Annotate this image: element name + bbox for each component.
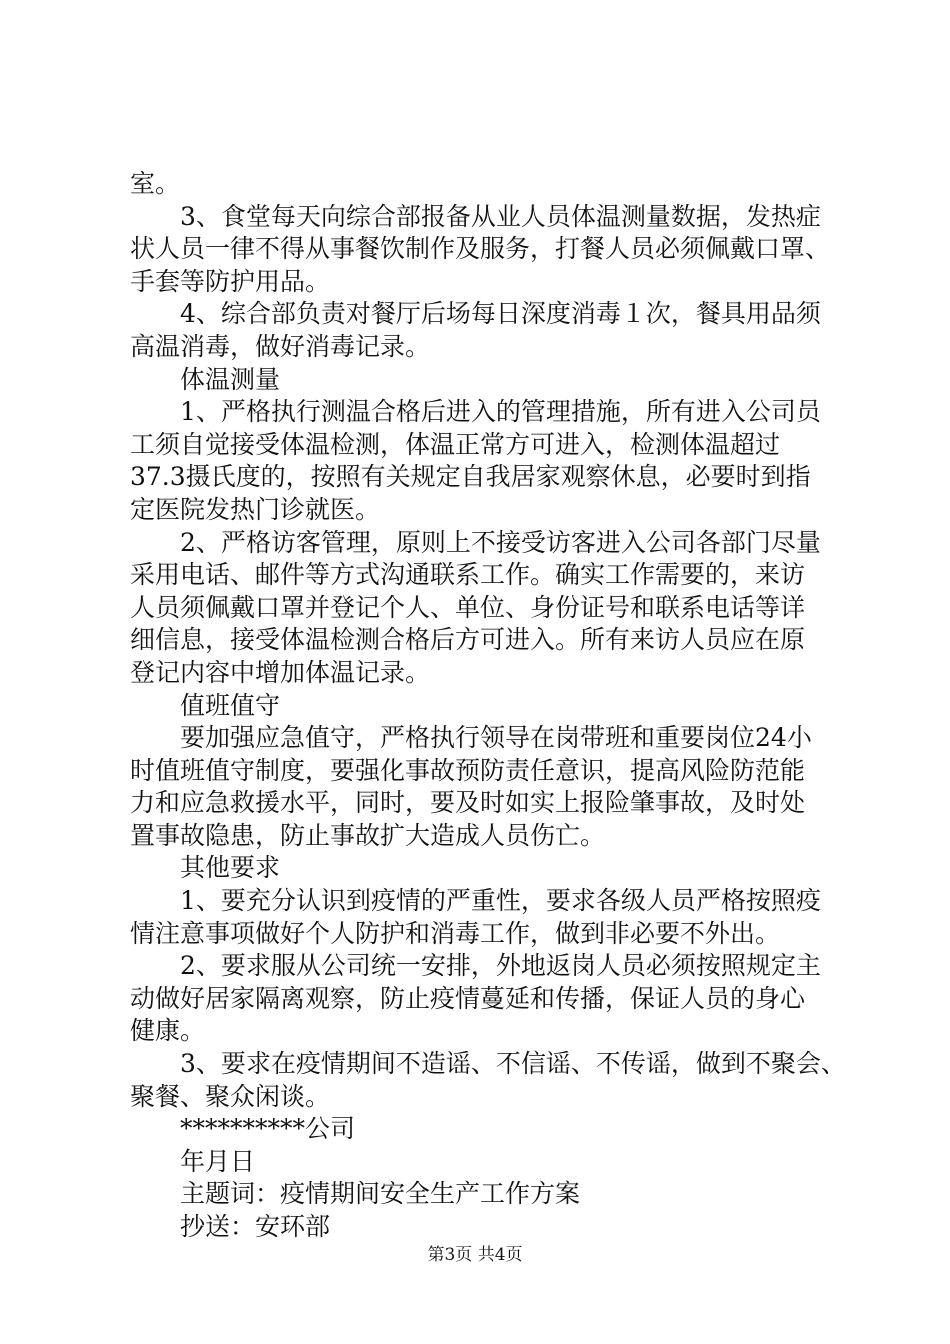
text-line: 高温消毒，做好消毒记录。 (130, 331, 431, 361)
text-line: 置事故隐患，防止事故扩大造成人员伤亡。 (130, 820, 606, 850)
text-line: 主题词：疫情期间安全生产工作方案 (180, 1179, 581, 1209)
text-line: **********公司 (180, 1114, 356, 1144)
text-line: 动做好居家隔离观察，防止疫情蔓延和传播，保证人员的身心 (130, 983, 806, 1013)
text-line: 手套等防护用品。 (130, 266, 331, 296)
text-line: 时值班值守制度，要强化事故预防责任意识，提高风险防范能 (130, 755, 806, 785)
text-line: 2、要求服从公司统一安排，外地返岗人员必须按照规定主 (180, 951, 821, 981)
text-line: 3、食堂每天向综合部报备从业人员体温测量数据，发热症 (180, 201, 821, 231)
page-footer: 第3页 共4页 (427, 1245, 523, 1265)
text-line: 37.3摄氏度的，按照有关规定自我居家观察休息，必要时到指 (130, 462, 811, 492)
text-line: 要加强应急值守，严格执行领导在岗带班和重要岗位24小 (180, 723, 812, 753)
text-line: 采用电话、邮件等方式沟通联系工作。确实工作需要的，来访 (130, 560, 806, 590)
document-body (130, 168, 850, 1244)
text-line: 3、要求在疫情期间不造谣、不信谣、不传谣，做到不聚会、 (180, 1049, 846, 1079)
text-line: 其他要求 (180, 853, 281, 883)
text-line: 抄送：安环部 (180, 1212, 331, 1241)
text-line: 1、严格执行测温合格后进入的管理措施，所有进入公司员 (180, 397, 821, 427)
text-line: 健康。 (130, 1016, 206, 1046)
text-line: 室。 (130, 169, 181, 198)
text-line: 定医院发热门诊就医。 (130, 494, 381, 524)
text-line: 体温测量 (180, 364, 281, 394)
text-line: 力和应急救援水平，同时，要及时如实上报险肇事故，及时处 (130, 788, 806, 818)
text-line: 人员须佩戴口罩并登记个人、单位、身份证号和联系电话等详 (130, 592, 806, 622)
text-line: 1、要充分认识到疫情的严重性，要求各级人员严格按照疫 (180, 886, 821, 916)
text-line: 细信息，接受体温检测合格后方可进入。所有来访人员应在原 (130, 625, 806, 655)
text-line: 情注意事项做好个人防护和消毒工作，做到非必要不外出。 (130, 918, 781, 948)
text-line: 状人员一律不得从事餐饮制作及服务，打餐人员必须佩戴口罩、 (130, 234, 831, 264)
text-line: 值班值守 (180, 690, 281, 720)
text-line: 工须自觉接受体温检测，体温正常方可进入，检测体温超过 (130, 429, 781, 459)
text-line: 2、严格访客管理，原则上不接受访客进入公司各部门尽量 (180, 527, 821, 557)
text-line: 登记内容中增加体温记录。 (130, 657, 431, 687)
text-line: 聚餐、聚众闲谈。 (130, 1081, 331, 1111)
text-line: 4、综合部负责对餐厅后场每日深度消毒１次，餐具用品须 (180, 299, 821, 329)
text-line: 年月日 (180, 1146, 256, 1176)
